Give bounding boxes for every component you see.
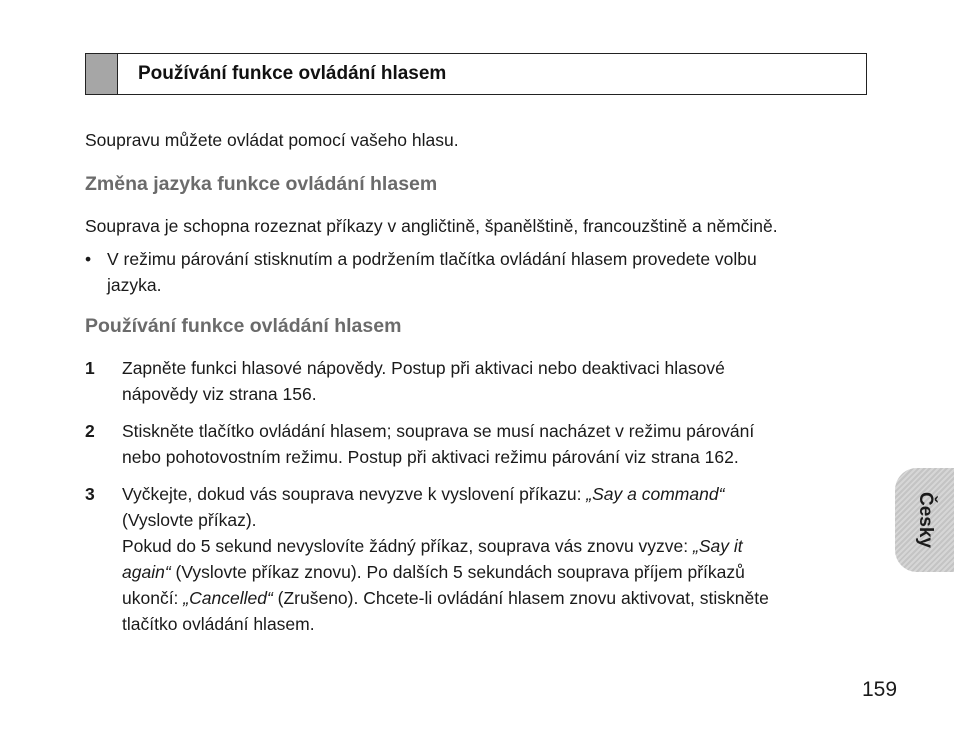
bullet-line: jazyka. — [107, 275, 162, 295]
step-line: Stiskněte tlačítko ovládání hlasem; souprava se musí nacházet v režimu párování — [122, 421, 755, 441]
step-line: (Vyslovte příkaz). — [122, 510, 257, 530]
language-heading: Změna jazyka funkce ovládání hlasem — [85, 173, 438, 195]
step-line: Zapněte funkci hlasové nápovědy. Postup při aktivaci nebo deaktivaci hlasové — [122, 358, 725, 378]
section-marker — [86, 54, 118, 94]
step-number: 3 — [85, 484, 95, 504]
step-line: nápovědy viz strana 156. — [122, 384, 317, 404]
language-bullet — [85, 246, 875, 298]
step-text: (Vyslovte příkaz znovu). Po dalších 5 sekundách souprava příjem příkazů — [170, 562, 745, 582]
step-line — [122, 481, 875, 507]
section-header — [85, 53, 867, 95]
step-quote: „Cancelled“ — [183, 588, 273, 608]
bullet-marker: • — [85, 249, 92, 269]
section-title: Používání funkce ovládání hlasem — [138, 63, 447, 84]
step-1 — [85, 355, 875, 407]
step-number: 2 — [85, 421, 95, 441]
step-3 — [85, 481, 875, 637]
step-line: nebo pohotovostním režimu. Postup při aktivaci režimu párování viz strana 162. — [122, 447, 739, 467]
intro-text: Soupravu můžete ovládat pomocí vašeho hlasu. — [85, 130, 459, 150]
step-quote: „Say a command“ — [586, 484, 725, 504]
step-2 — [85, 418, 875, 470]
step-text: Vyčkejte, dokud vás souprava nevyzve k vyslovení příkazu: — [122, 484, 587, 504]
bullet-line: V režimu párování stisknutím a podržením tlačítka ovládání hlasem provedete volbu — [107, 249, 757, 269]
step-number: 1 — [85, 358, 95, 378]
step-text: Pokud do 5 sekund nevyslovíte žádný příkaz, souprava vás znovu vyzve: — [122, 536, 694, 556]
usage-heading: Používání funkce ovládání hlasem — [85, 315, 402, 337]
step-quote: „Say it — [693, 536, 743, 556]
language-tab-label: Česky — [914, 492, 936, 548]
step-quote: again“ — [122, 562, 171, 582]
step-line — [122, 533, 875, 559]
step-line — [122, 559, 875, 585]
step-text: ukončí: — [122, 588, 184, 608]
language-text: Souprava je schopna rozeznat příkazy v angličtině, španělštině, francouzštině a němčině. — [85, 216, 778, 236]
language-side-tab — [895, 468, 954, 572]
page-number: 159 — [862, 678, 898, 701]
step-line — [122, 585, 875, 611]
step-line: tlačítko ovládání hlasem. — [122, 614, 315, 634]
step-text: (Zrušeno). Chcete-li ovládání hlasem znovu aktivovat, stiskněte — [272, 588, 769, 608]
